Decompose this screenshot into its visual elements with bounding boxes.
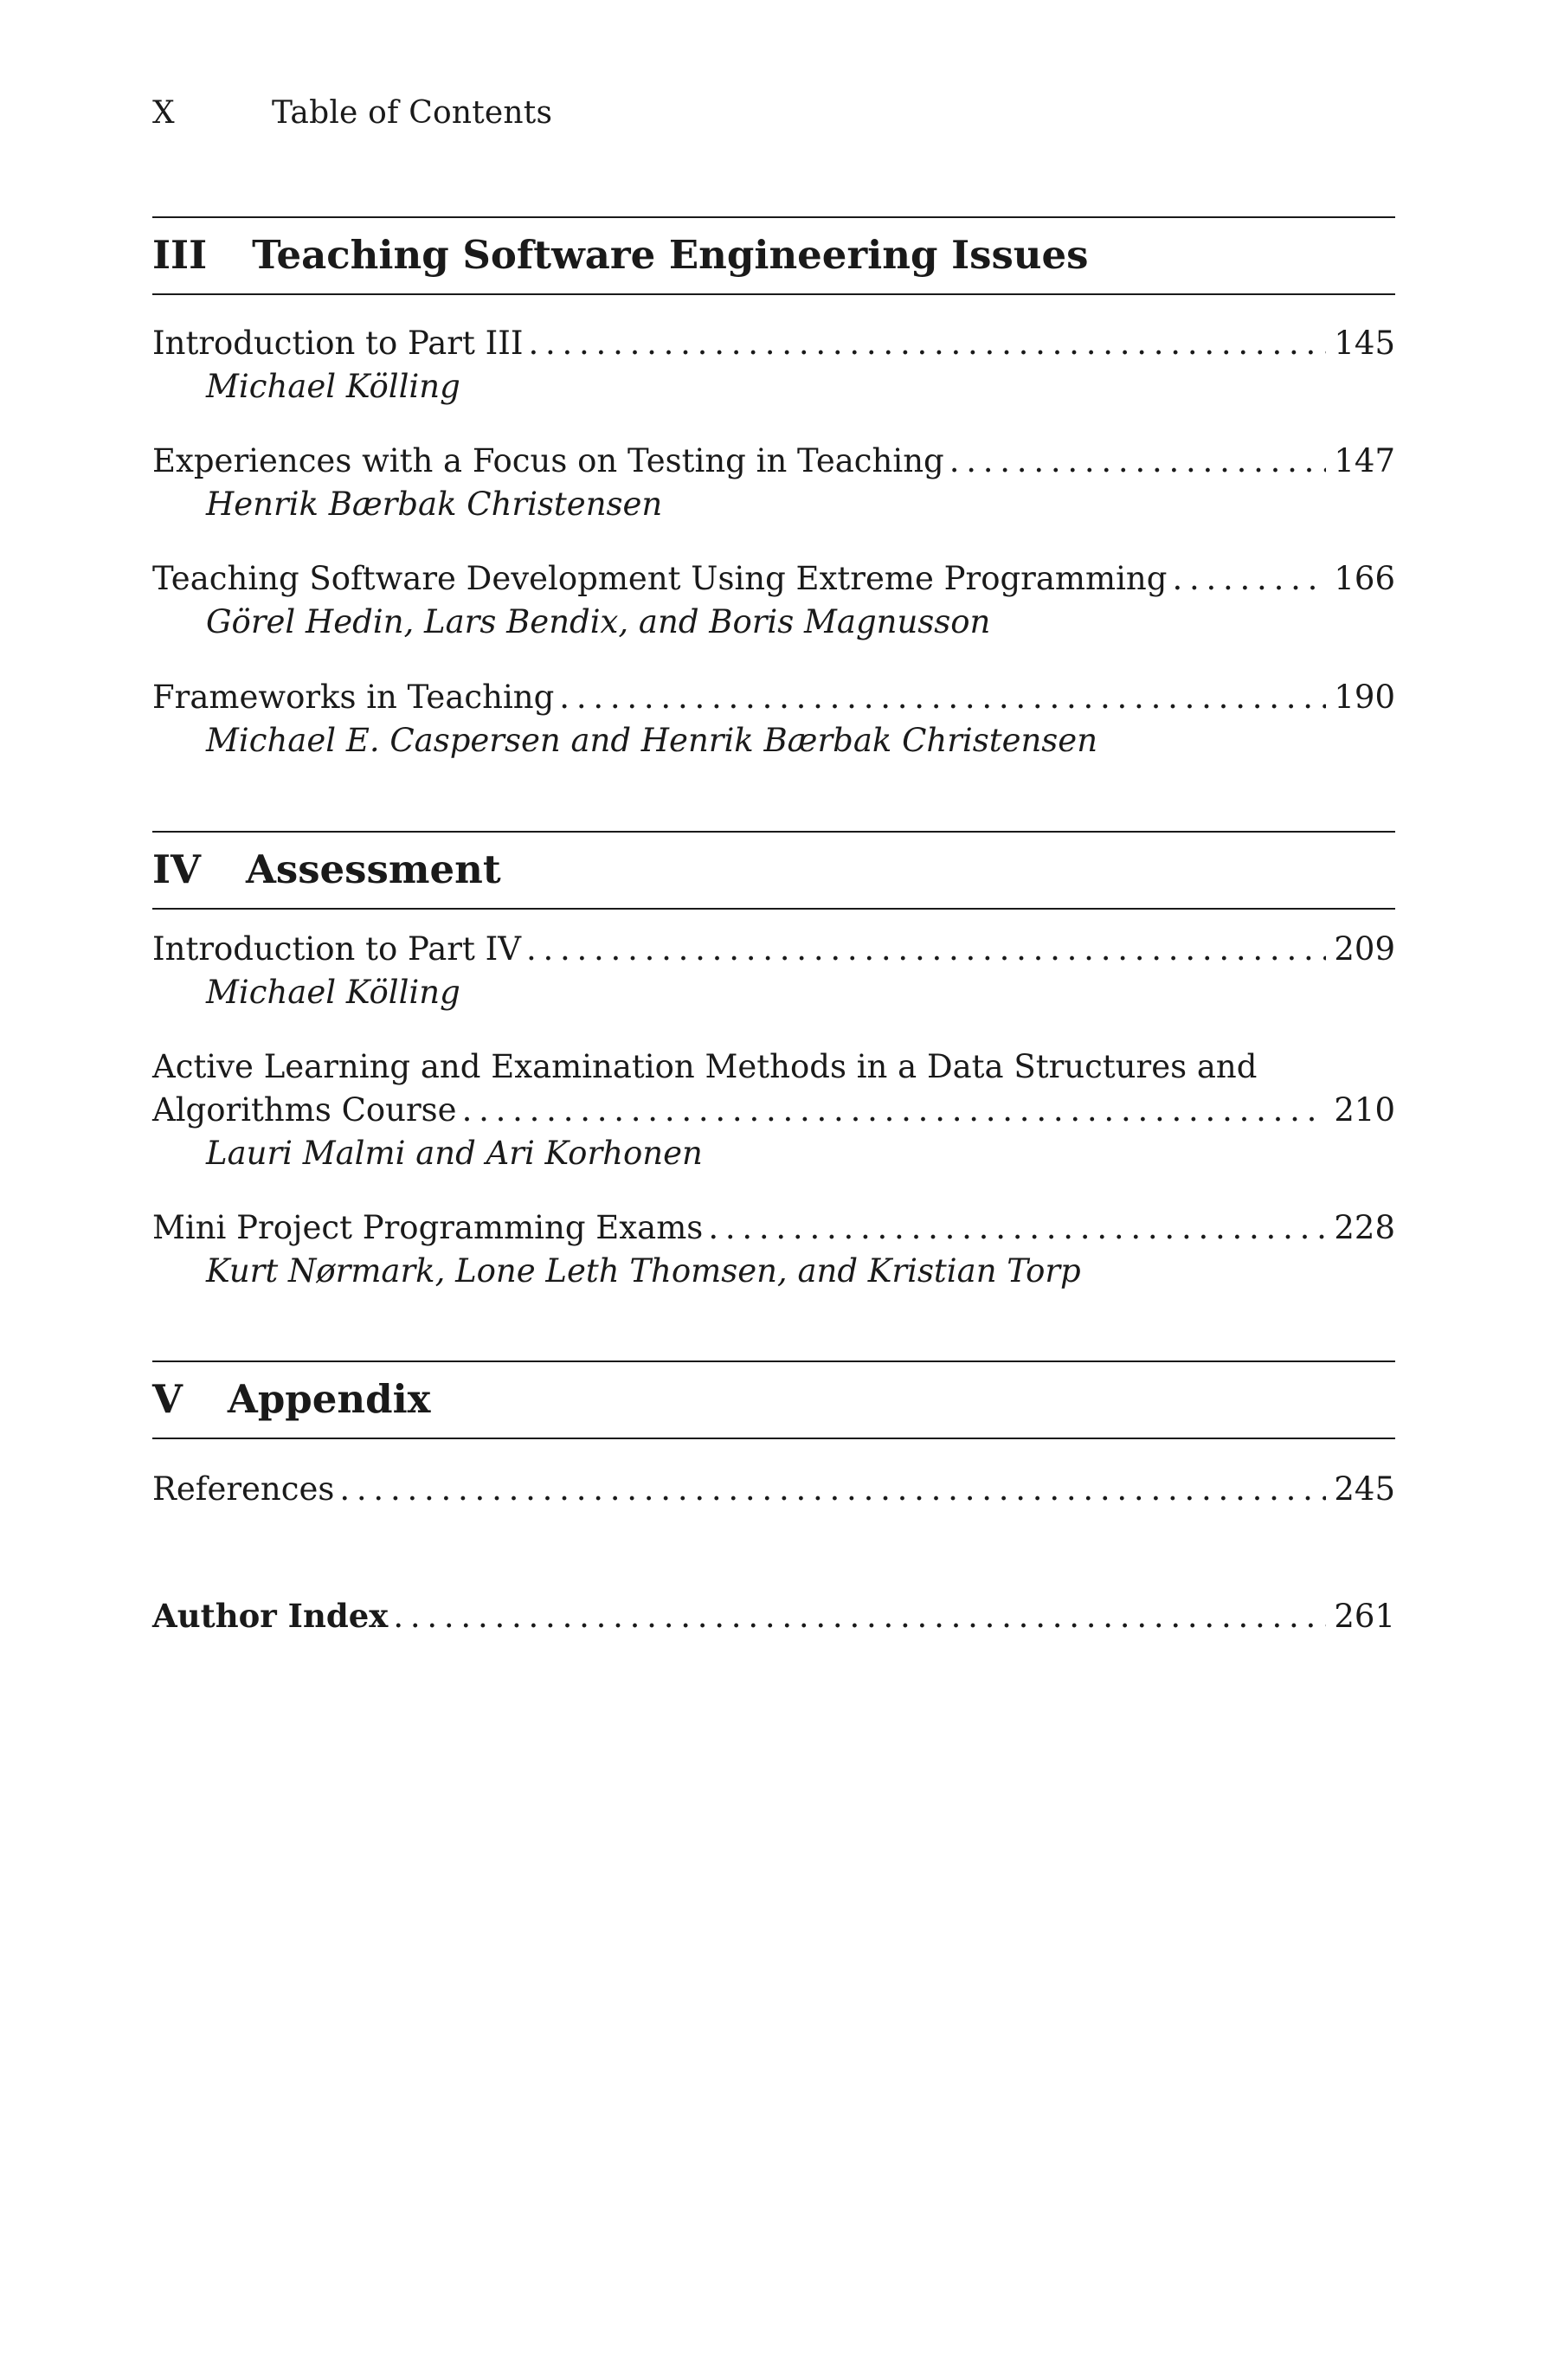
running-head-title: Table of Contents xyxy=(272,95,553,131)
part-number: V xyxy=(152,1376,183,1422)
part-rule-bottom xyxy=(152,908,1395,910)
toc-entry-author-index[interactable] xyxy=(152,1594,1395,1638)
entry-title[interactable]: Algorithms Course xyxy=(152,1091,457,1129)
entry-authors: Michael Kölling xyxy=(206,974,460,1011)
entry-title[interactable]: References xyxy=(152,1470,335,1508)
entry-title-line1[interactable]: Active Learning and Examination Methods in a Data Structures and xyxy=(152,1048,1258,1085)
entry-authors: Henrik Bærbak Christensen xyxy=(206,486,663,523)
toc-entry[interactable] xyxy=(152,1206,1395,1293)
part-name: Assessment xyxy=(245,846,501,892)
entry-title[interactable]: Introduction to Part IV xyxy=(152,930,521,968)
toc-entry[interactable] xyxy=(152,557,1395,644)
entry-page: 245 xyxy=(1334,1470,1395,1508)
leader-dots xyxy=(528,322,1326,365)
part-header-iii xyxy=(152,216,1395,295)
leader-dots xyxy=(339,1468,1326,1511)
part-rule-bottom xyxy=(152,293,1395,295)
leader-dots xyxy=(708,1206,1326,1250)
part-number: IV xyxy=(152,846,201,892)
entry-authors: Kurt Nørmark, Lone Leth Thomsen, and Kristian Torp xyxy=(206,1252,1081,1290)
leader-dots xyxy=(462,1089,1326,1132)
part-title xyxy=(152,1362,1395,1438)
part-header-v xyxy=(152,1360,1395,1439)
leader-dots xyxy=(1172,557,1326,601)
entry-authors: Lauri Malmi and Ari Korhonen xyxy=(206,1135,703,1172)
leader-dots xyxy=(559,676,1326,719)
part-name: Appendix xyxy=(227,1376,431,1422)
entry-title[interactable]: Teaching Software Development Using Extreme Programming xyxy=(152,560,1168,597)
part-number: III xyxy=(152,232,208,278)
toc-entry[interactable] xyxy=(152,322,1395,408)
toc-entry[interactable] xyxy=(152,676,1395,762)
entry-page: 209 xyxy=(1334,930,1395,968)
entry-page: 261 xyxy=(1334,1598,1395,1635)
toc-entry[interactable] xyxy=(152,928,1395,1014)
part-name: Teaching Software Engineering Issues xyxy=(252,232,1089,278)
entry-title[interactable]: Introduction to Part III xyxy=(152,325,524,362)
toc-entry[interactable] xyxy=(152,440,1395,526)
entry-page: 166 xyxy=(1334,560,1395,597)
entry-page: 145 xyxy=(1334,325,1395,362)
toc-entry[interactable] xyxy=(152,1045,1395,1175)
entry-authors: Michael E. Caspersen and Henrik Bærbak Christensen xyxy=(206,722,1098,759)
part-title xyxy=(152,218,1395,293)
toc-entry[interactable] xyxy=(152,1468,1395,1511)
entry-authors: Michael Kölling xyxy=(206,368,460,405)
entry-title[interactable]: Mini Project Programming Exams xyxy=(152,1209,704,1246)
part-rule-bottom xyxy=(152,1438,1395,1439)
entry-page: 147 xyxy=(1334,442,1395,479)
entry-page: 228 xyxy=(1334,1209,1395,1246)
leader-dots xyxy=(949,440,1326,483)
entry-authors: Görel Hedin, Lars Bendix, and Boris Magnusson xyxy=(206,603,991,640)
entry-title[interactable]: Author Index xyxy=(152,1597,389,1635)
part-title xyxy=(152,833,1395,908)
entry-page: 210 xyxy=(1334,1091,1395,1129)
entry-title[interactable]: Experiences with a Focus on Testing in Teaching xyxy=(152,442,944,479)
entry-page: 190 xyxy=(1334,679,1395,716)
part-header-iv xyxy=(152,831,1395,910)
leader-dots xyxy=(526,928,1326,971)
running-head xyxy=(152,95,552,131)
page-number-roman: X xyxy=(152,95,175,131)
leader-dots xyxy=(393,1595,1326,1638)
entry-title[interactable]: Frameworks in Teaching xyxy=(152,679,555,716)
